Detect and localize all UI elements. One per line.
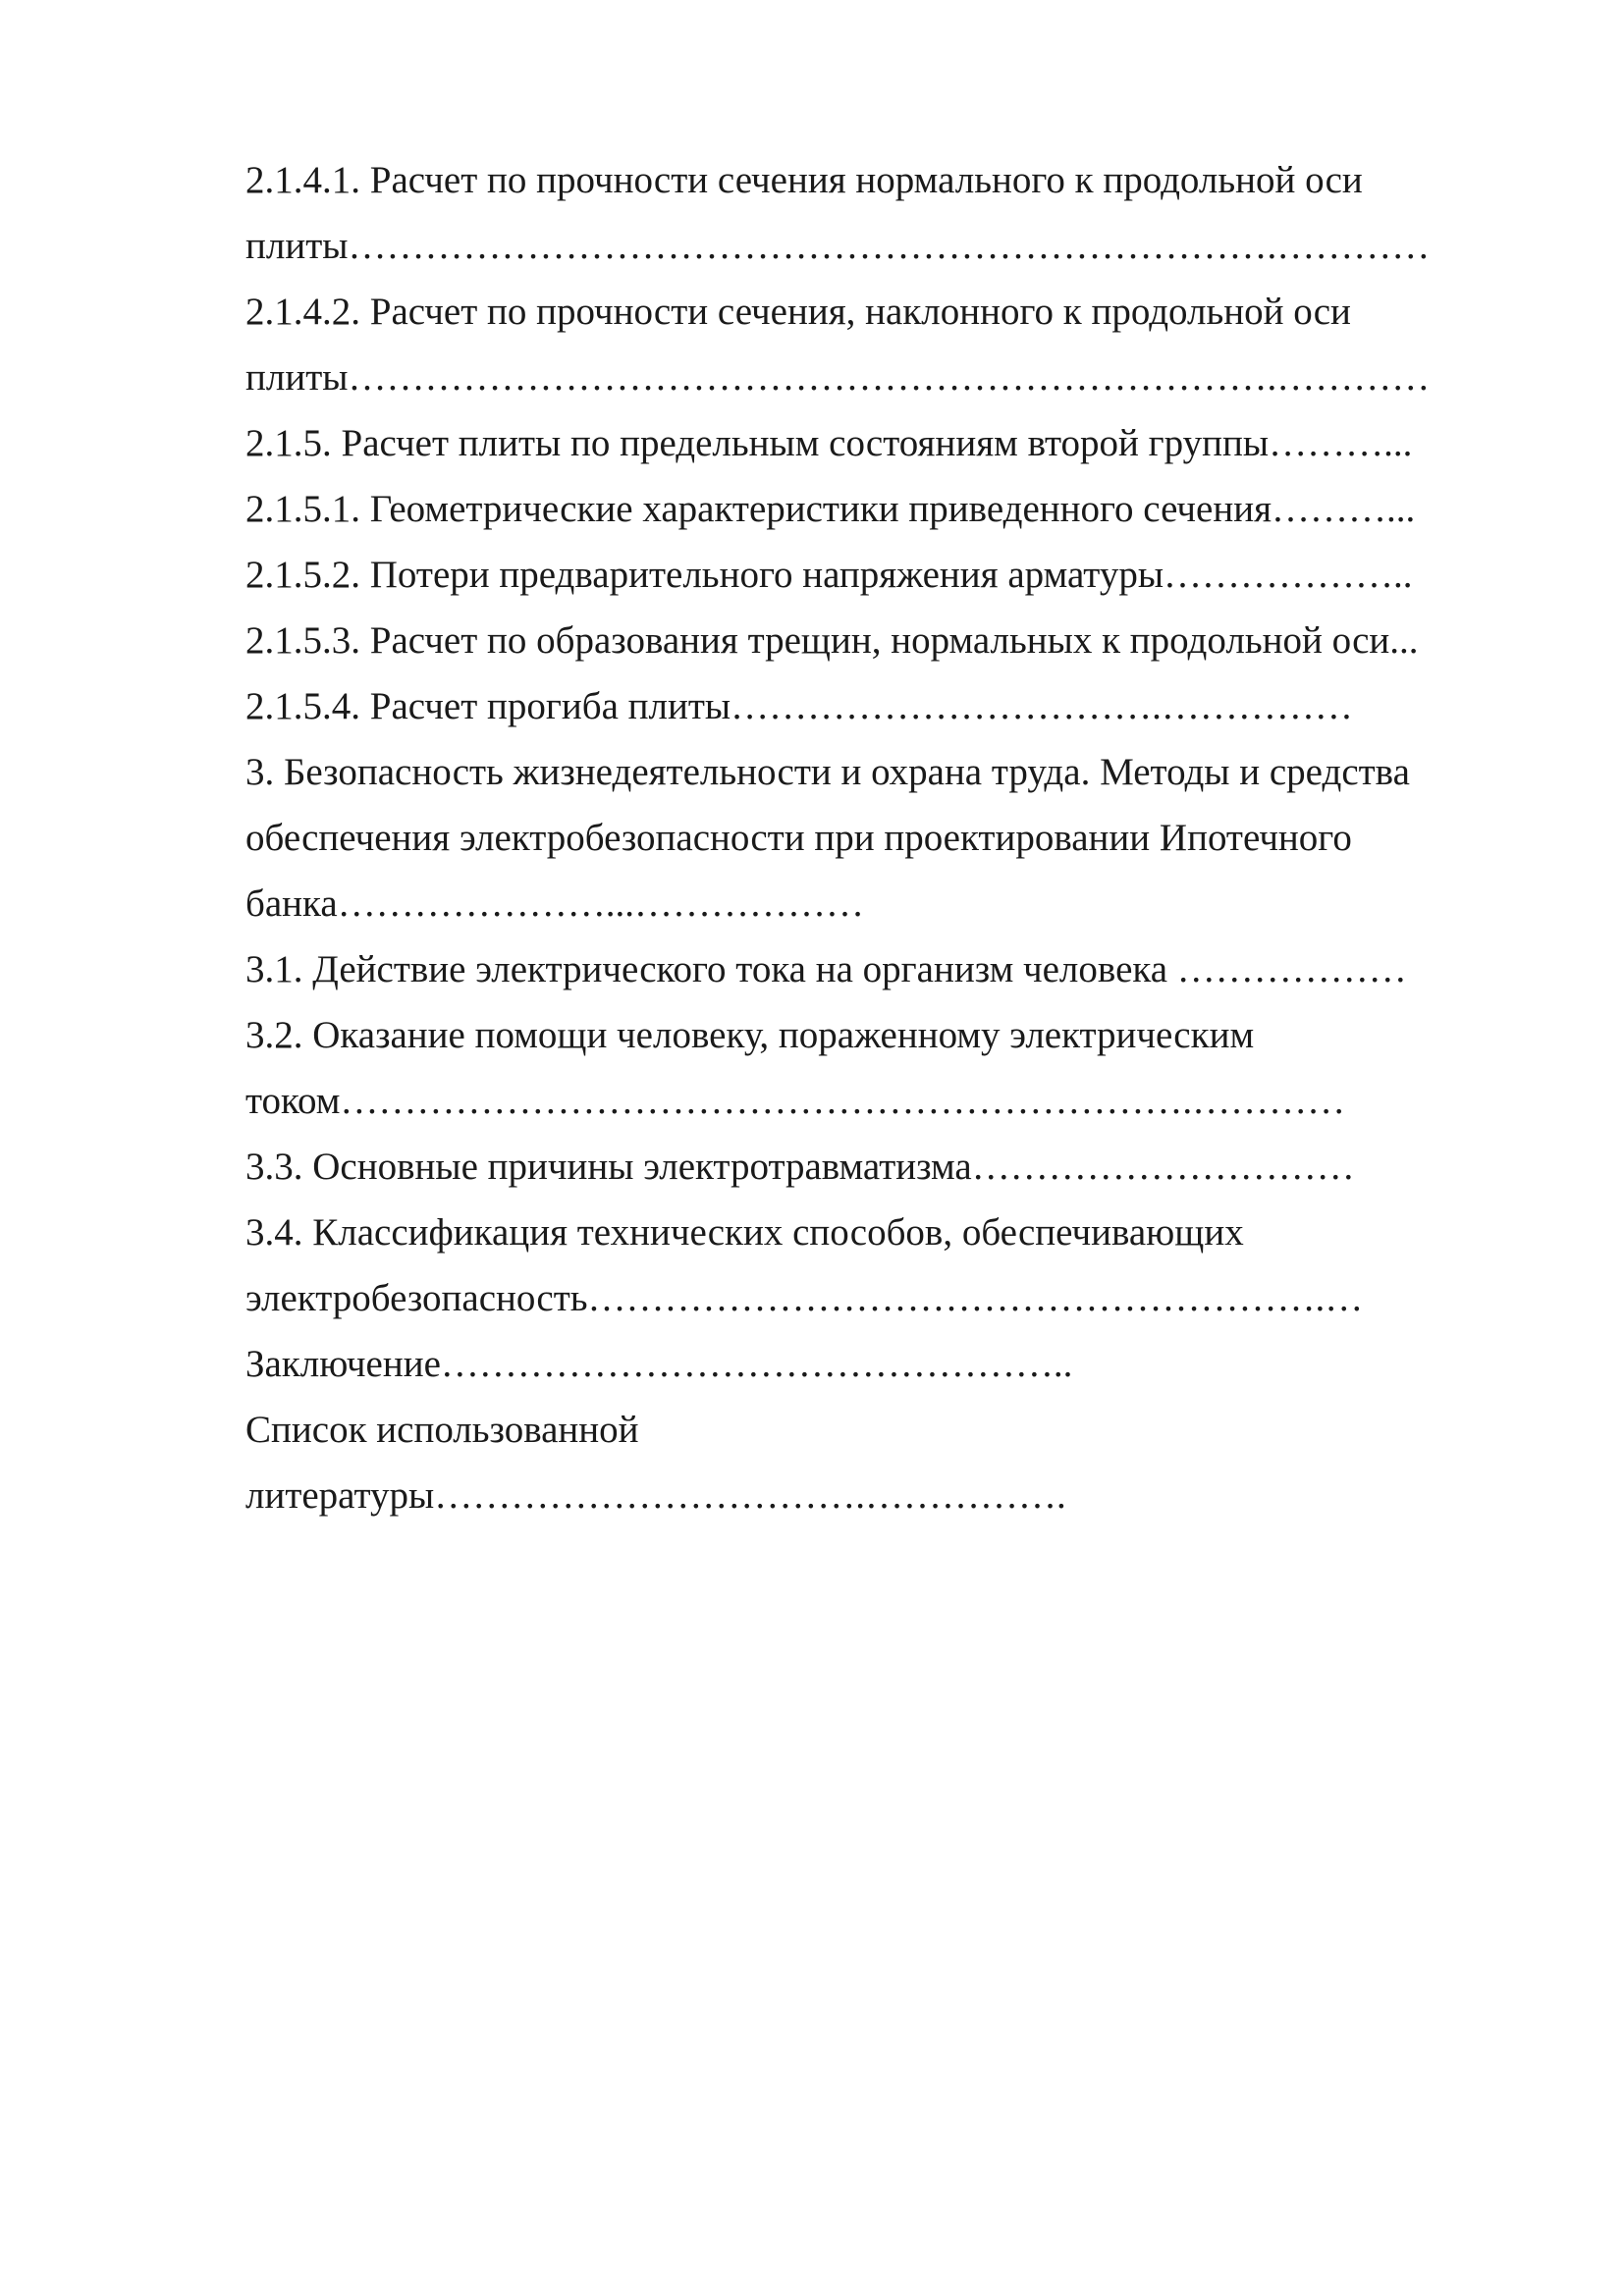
toc-line: 2.1.4.1. Расчет по прочности сечения нормального к продольной оси xyxy=(245,159,1363,201)
toc-line: банка…………………...……………… xyxy=(245,882,864,925)
toc-line: 2.1.5.4. Расчет прогиба плиты…………………………….…………… xyxy=(245,685,1353,727)
toc-line: обеспечения электробезопасности при проектировании Ипотечного xyxy=(245,817,1352,859)
toc-line: 2.1.4.2. Расчет по прочности сечения, наклонного к продольной оси xyxy=(245,291,1351,333)
toc-line: плиты……………………………………………………………….………… xyxy=(245,225,1431,267)
toc-line: литературы…………………………….……………. xyxy=(245,1474,1066,1517)
toc-line: 2.1.5. Расчет плиты по предельным состояниям второй группы………... xyxy=(245,422,1413,464)
toc-line: током………………………………………………………….………… xyxy=(245,1080,1346,1122)
toc-line: электробезопасность………………………………………………….… xyxy=(245,1277,1364,1319)
toc-line: Список использованной xyxy=(245,1409,639,1451)
toc-line: 3.4. Классификация технических способов, обеспечивающих xyxy=(245,1211,1244,1254)
toc-line: 2.1.5.1. Геометрические характеристики приведенного сечения………... xyxy=(245,488,1416,530)
toc-line: 3. Безопасность жизнедеятельности и охрана труда. Методы и средства xyxy=(245,751,1410,793)
table-of-contents xyxy=(245,147,1434,1528)
toc-line: 3.1. Действие электрического тока на организм человека ……………… xyxy=(245,948,1407,990)
toc-line: Заключение………………………………………….. xyxy=(245,1343,1073,1385)
toc-line: 2.1.5.3. Расчет по образования трещин, нормальных к продольной оси... xyxy=(245,619,1419,662)
toc-line: 3.2. Оказание помощи человеку, пораженному электрическим xyxy=(245,1014,1255,1056)
toc-line: 2.1.5.2. Потери предварительного напряжения арматуры……………….. xyxy=(245,554,1413,596)
toc-line: плиты……………………………………………………………….………… xyxy=(245,356,1431,399)
toc-line: 3.3. Основные причины электротравматизма………………………… xyxy=(245,1146,1355,1188)
